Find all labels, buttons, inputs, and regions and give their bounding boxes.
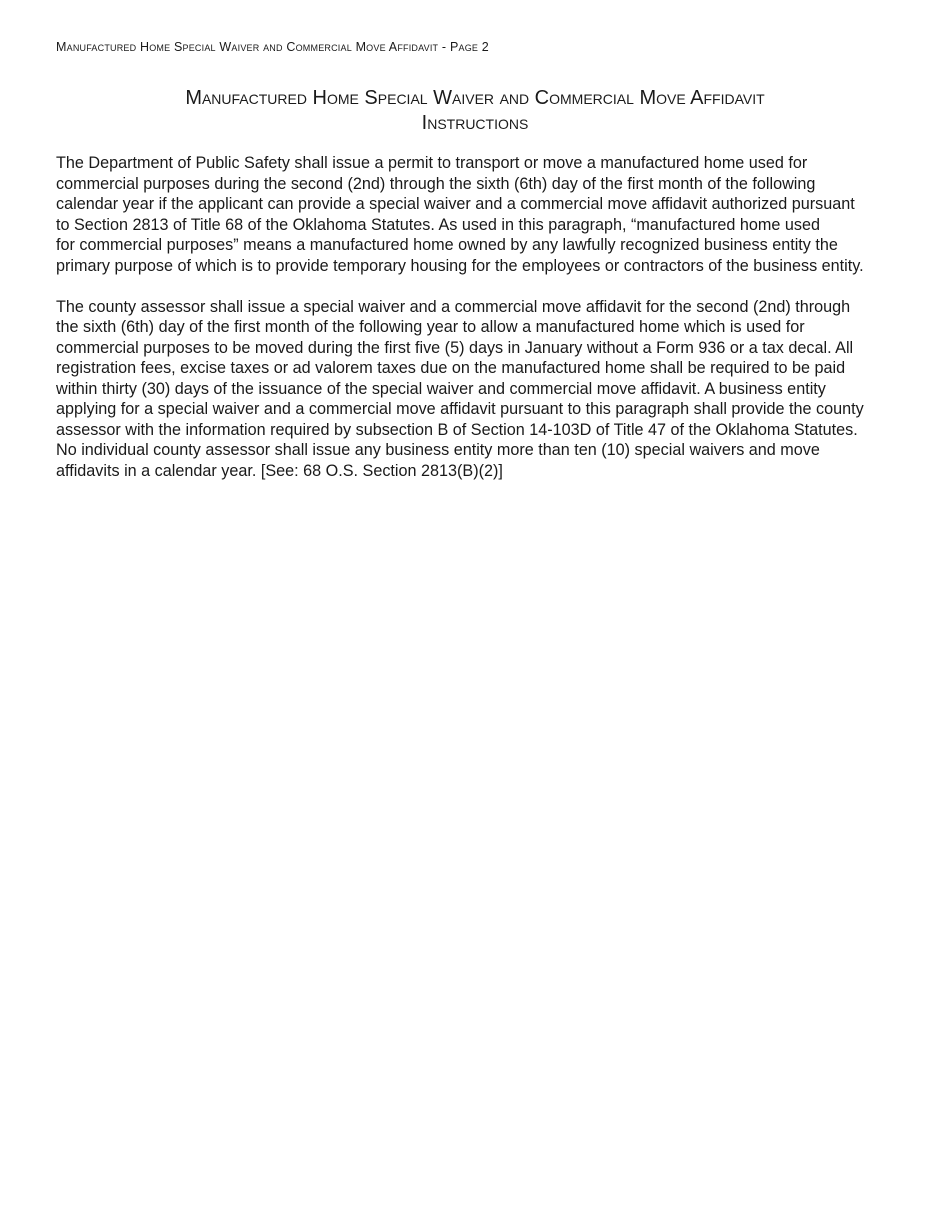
text-line: The Department of Public Safety shall issue a permit to transport or move a manufactured home used for (56, 154, 808, 172)
text-line: for commercial purposes” means a manufactured home owned by any lawfully recognized business entity the (56, 236, 838, 254)
page-title (56, 86, 894, 136)
text-line: within thirty (30) days of the issuance of the special waiver and commercial move affidavit. A business entity (56, 379, 826, 398)
page-title-line-1: Manufactured Home Special Waiver and Commercial Move Affidavit (185, 87, 765, 109)
text-line: The county assessor shall issue a special waiver and a commercial move affidavit for the second (2nd) through (56, 297, 851, 316)
page-title-line-2: Instructions (421, 112, 529, 134)
text-line: primary purpose of which is to provide temporary housing for the employees or contractors of the business entity. (56, 256, 864, 275)
instructions-body (56, 153, 896, 502)
text-line: No individual county assessor shall issue any business entity more than ten (10) special waivers and move (56, 441, 820, 459)
text-line: registration fees, excise taxes or ad valorem taxes due on the manufactured home shall be required to be paid (56, 359, 846, 377)
text-line: calendar year if the applicant can provide a special waiver and a commercial move affidavit authorized pursuant (56, 195, 855, 213)
text-line: commercial purposes during the second (2nd) through the sixth (6th) day of the first month of the following (56, 174, 816, 193)
text-line: the sixth (6th) day of the first month of the following year to allow a manufactured home which is used for (56, 318, 805, 336)
paragraph-county-assessor (56, 297, 896, 482)
text-line: affidavits in a calendar year. [See: 68 O.S. Section 2813(B)(2)] (56, 461, 503, 480)
running-header: Manufactured Home Special Waiver and Commercial Move Affidavit - Page 2 (56, 40, 489, 54)
text-line: commercial purposes to be moved during the first five (5) days in January without a Form 936 or a tax decal. All (56, 338, 854, 357)
text-line: applying for a special waiver and a commercial move affidavit pursuant to this paragraph shall provide the county (56, 400, 864, 418)
paragraph-permit (56, 153, 896, 276)
document-page (56, 0, 896, 1230)
text-line: to Section 2813 of Title 68 of the Oklahoma Statutes. As used in this paragraph, “manufactured home used (56, 215, 820, 234)
text-line: assessor with the information required by subsection B of Section 14-103D of Title 47 of the Oklahoma Statutes. (56, 420, 858, 439)
